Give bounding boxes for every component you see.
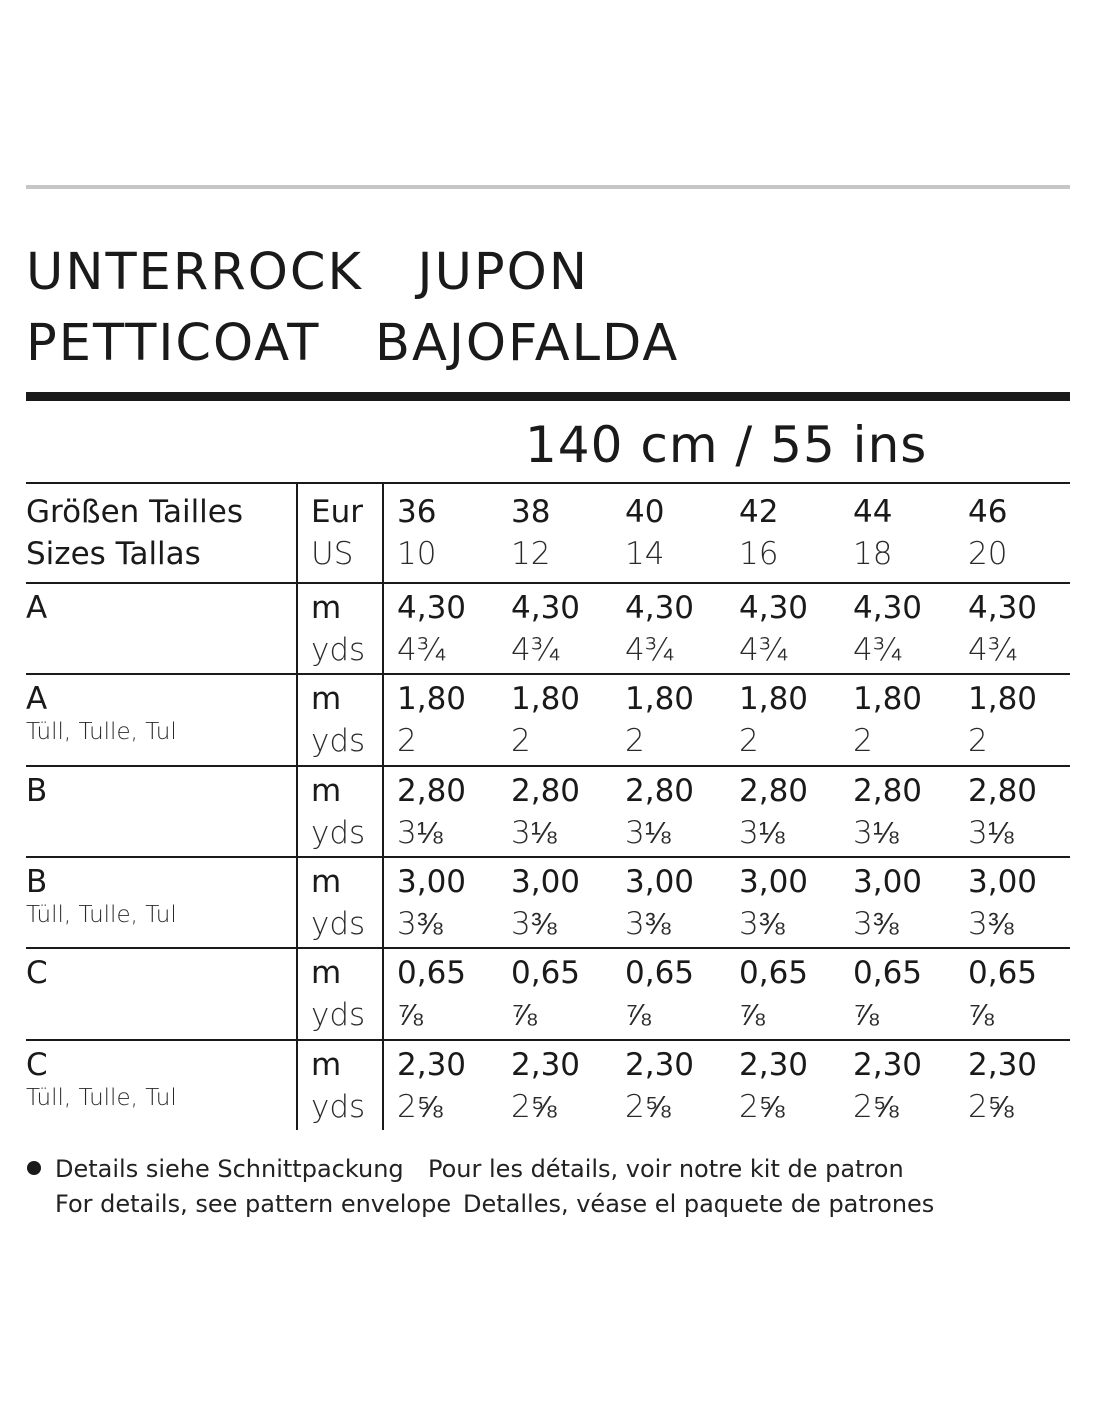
yards-value: 3⅜	[511, 906, 557, 942]
yards-value: 2	[397, 723, 417, 759]
table-rule	[26, 765, 1070, 767]
yards-value: 4¾	[968, 632, 1018, 668]
unit-yards: yds	[311, 1089, 366, 1125]
meters-value: 4,30	[511, 590, 581, 626]
yards-value: 2⅝	[968, 1089, 1014, 1125]
yards-value: 2⅝	[511, 1089, 557, 1125]
meters-value: 4,30	[625, 590, 695, 626]
yards-value: 2⅝	[397, 1089, 443, 1125]
meters-value: 1,80	[968, 681, 1038, 717]
yards-value: 2⅝	[853, 1089, 899, 1125]
yards-value: 3⅜	[625, 906, 671, 942]
meters-value: 3,00	[397, 864, 467, 900]
table-rule	[26, 482, 1070, 484]
size-us: 10	[397, 536, 437, 572]
fabric-type-label: Tüll, Tulle, Tul	[26, 1085, 177, 1111]
unit-meters: m	[311, 864, 342, 900]
yards-value: 4¾	[511, 632, 561, 668]
meters-value: 0,65	[739, 955, 809, 991]
meters-value: 0,65	[968, 955, 1038, 991]
meters-value: 2,80	[625, 773, 695, 809]
meters-value: 4,30	[739, 590, 809, 626]
meters-value: 1,80	[511, 681, 581, 717]
size-eur: 40	[625, 494, 665, 530]
size-label-line-1: Größen Tailles	[26, 494, 244, 530]
unit-eur: Eur	[311, 494, 363, 530]
title-line-2: PETTICOAT BAJOFALDA	[26, 314, 680, 373]
meters-value: 3,00	[625, 864, 695, 900]
yards-value: 4¾	[397, 632, 447, 668]
size-us: 16	[739, 536, 779, 572]
table-rule	[26, 947, 1070, 949]
meters-value: 0,65	[397, 955, 467, 991]
meters-value: 0,65	[511, 955, 581, 991]
yards-value: ⅞	[397, 997, 423, 1033]
size-us: 18	[853, 536, 893, 572]
yards-value: 3⅛	[853, 815, 899, 851]
view-label: C	[26, 1047, 48, 1083]
yards-value: 3⅛	[397, 815, 443, 851]
table-rule	[26, 856, 1070, 858]
table-column-divider	[296, 483, 298, 1130]
meters-value: 2,30	[853, 1047, 923, 1083]
view-label: C	[26, 955, 48, 991]
footer-en: For details, see pattern envelope	[55, 1190, 452, 1218]
size-eur: 42	[739, 494, 779, 530]
yards-value: 3⅛	[625, 815, 671, 851]
title-line-1: UNTERROCK JUPON	[26, 243, 589, 302]
yards-value: 3⅛	[739, 815, 785, 851]
unit-yards: yds	[311, 632, 366, 668]
yards-value: 2	[511, 723, 531, 759]
meters-value: 2,80	[968, 773, 1038, 809]
yards-value: ⅞	[739, 997, 765, 1033]
meters-value: 2,80	[739, 773, 809, 809]
yards-value: 3⅛	[968, 815, 1014, 851]
meters-value: 4,30	[853, 590, 923, 626]
view-label: B	[26, 864, 48, 900]
fabric-type-label: Tüll, Tulle, Tul	[26, 719, 177, 745]
yards-value: ⅞	[511, 997, 537, 1033]
meters-value: 3,00	[511, 864, 581, 900]
size-us: 12	[511, 536, 551, 572]
title-underline	[26, 392, 1070, 401]
yards-value: 4¾	[625, 632, 675, 668]
view-label: A	[26, 681, 48, 717]
table-rule	[26, 582, 1070, 584]
meters-value: 0,65	[853, 955, 923, 991]
meters-value: 2,30	[397, 1047, 467, 1083]
unit-yards: yds	[311, 997, 366, 1033]
size-eur: 46	[968, 494, 1008, 530]
unit-meters: m	[311, 590, 342, 626]
fabric-width-label: 140 cm / 55 ins	[525, 416, 928, 474]
yards-value: 2	[853, 723, 873, 759]
meters-value: 3,00	[739, 864, 809, 900]
unit-meters: m	[311, 955, 342, 991]
meters-value: 0,65	[625, 955, 695, 991]
yards-value: ⅞	[853, 997, 879, 1033]
meters-value: 2,80	[397, 773, 467, 809]
table-rule	[26, 673, 1070, 675]
size-us: 14	[625, 536, 665, 572]
size-us: 20	[968, 536, 1008, 572]
yards-value: 2	[625, 723, 645, 759]
view-label: A	[26, 590, 48, 626]
unit-meters: m	[311, 681, 342, 717]
table-column-divider	[382, 483, 384, 1130]
unit-yards: yds	[311, 723, 366, 759]
size-eur: 36	[397, 494, 437, 530]
unit-meters: m	[311, 773, 342, 809]
meters-value: 1,80	[853, 681, 923, 717]
meters-value: 2,30	[511, 1047, 581, 1083]
meters-value: 2,80	[853, 773, 923, 809]
footer-es: Detalles, véase el paquete de patrones	[463, 1190, 935, 1218]
meters-value: 2,30	[739, 1047, 809, 1083]
yards-value: 4¾	[739, 632, 789, 668]
size-label-line-2: Sizes Tallas	[26, 536, 201, 572]
meters-value: 2,80	[511, 773, 581, 809]
meters-value: 2,30	[625, 1047, 695, 1083]
yards-value: 3⅜	[853, 906, 899, 942]
yards-value: ⅞	[968, 997, 994, 1033]
unit-meters: m	[311, 1047, 342, 1083]
meters-value: 1,80	[625, 681, 695, 717]
yards-value: 2⅝	[739, 1089, 785, 1125]
meters-value: 1,80	[397, 681, 467, 717]
yards-value: 2⅝	[625, 1089, 671, 1125]
unit-us: US	[311, 536, 354, 572]
meters-value: 2,30	[968, 1047, 1038, 1083]
size-eur: 38	[511, 494, 551, 530]
table-rule	[26, 1039, 1070, 1041]
size-eur: 44	[853, 494, 893, 530]
unit-yards: yds	[311, 815, 366, 851]
yards-value: 3⅜	[397, 906, 443, 942]
yards-value: 3⅛	[511, 815, 557, 851]
yards-value: 4¾	[853, 632, 903, 668]
fabric-type-label: Tüll, Tulle, Tul	[26, 902, 177, 928]
meters-value: 3,00	[853, 864, 923, 900]
view-label: B	[26, 773, 48, 809]
yards-value: 3⅜	[739, 906, 785, 942]
meters-value: 1,80	[739, 681, 809, 717]
yards-value: 3⅜	[968, 906, 1014, 942]
top-divider	[26, 185, 1070, 189]
unit-yards: yds	[311, 906, 366, 942]
yards-value: 2	[968, 723, 988, 759]
yards-value: ⅞	[625, 997, 651, 1033]
meters-value: 4,30	[968, 590, 1038, 626]
meters-value: 4,30	[397, 590, 467, 626]
footer-fr: Pour les détails, voir notre kit de patron	[428, 1155, 904, 1183]
bullet-icon	[27, 1161, 41, 1175]
footer-de: Details siehe Schnittpackung	[55, 1155, 404, 1183]
meters-value: 3,00	[968, 864, 1038, 900]
yards-value: 2	[739, 723, 759, 759]
